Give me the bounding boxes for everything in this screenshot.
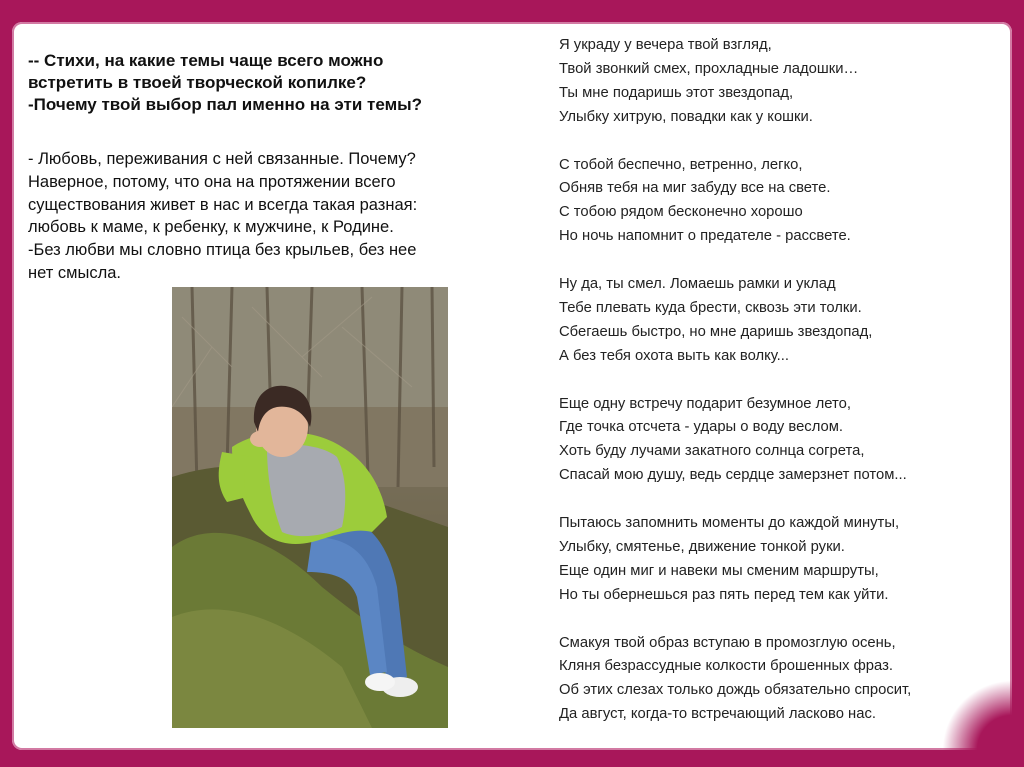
poem-line: Где точка отсчета - удары о воду веслом. bbox=[559, 419, 844, 436]
question-line: -- Стихи, на какие темы чаще всего можно bbox=[28, 51, 384, 70]
poem-line: Тебе плевать куда брести, сквозь эти толки. bbox=[559, 299, 862, 316]
poem-stanza bbox=[559, 154, 999, 250]
poem-line: С тобой беспечно, ветренно, легко, bbox=[559, 156, 803, 173]
poem-line: Хоть буду лучами закатного солнца согрета, bbox=[559, 443, 865, 460]
question-line: встретить в твоей творческой копилке? bbox=[28, 73, 367, 92]
answer-line: -Без любви мы словно птица без крыльев, без нее bbox=[28, 241, 417, 260]
poem-line: Об этих слезах только дождь обязательно спросит, bbox=[559, 682, 912, 699]
poem-line: Ты мне подаришь этот звездопад, bbox=[559, 84, 794, 101]
poem-line: Еще один миг и навеки мы сменим маршруты, bbox=[559, 562, 879, 579]
answer-line: - Любовь, переживания с ней связанные. Почему? bbox=[28, 150, 416, 168]
answer-line: существования живет в нас и всегда такая разная: bbox=[28, 195, 418, 214]
poem-line: Но ты обернешься раз пять перед тем как уйти. bbox=[559, 586, 889, 603]
poem-line: Ну да, ты смел. Ломаешь рамки и уклад bbox=[559, 276, 836, 293]
poem-line: С тобою рядом бесконечно хорошо bbox=[559, 204, 803, 221]
poem-line: Я украду у вечера твой взгляд, bbox=[559, 37, 772, 53]
poem-line: Обняв тебя на миг забуду все на свете. bbox=[559, 180, 831, 197]
answer-line: любовь к маме, к ребенку, к мужчине, к Родине. bbox=[28, 218, 394, 237]
author-photo bbox=[172, 287, 448, 728]
poem-line: Улыбку, смятенье, движение тонкой руки. bbox=[559, 538, 845, 555]
poem-line: Еще одну встречу подарит безумное лето, bbox=[559, 395, 851, 412]
poem-stanza bbox=[559, 273, 999, 369]
poem-line: Пытаюсь запомнить моменты до каждой минуты, bbox=[559, 515, 900, 532]
answer-line: нет смысла. bbox=[28, 263, 121, 282]
poem-stanza bbox=[559, 512, 999, 608]
poem-stanza bbox=[559, 393, 999, 489]
poem-line: Но ночь напомнит о предателе - рассвете. bbox=[559, 228, 851, 245]
question-line: -Почему твой выбор пал именно на эти темы? bbox=[28, 95, 423, 114]
poem-line: Да август, когда-то встречающий ласково нас. bbox=[559, 706, 876, 723]
answer-line: Наверное, потому, что она на протяжении всего bbox=[28, 172, 396, 191]
poem-line: Сбегаешь быстро, но мне даришь звездопад, bbox=[559, 323, 873, 340]
poem-line: Улыбку хитрую, повадки как у кошки. bbox=[559, 108, 813, 125]
poem-line: А без тебя охота выть как волку... bbox=[559, 347, 790, 364]
interview-questions bbox=[28, 50, 508, 116]
poem-stanza bbox=[559, 632, 999, 728]
photo-illustration bbox=[172, 287, 448, 728]
poem-stanza bbox=[559, 34, 999, 130]
poem-line: Кляня безрассудные колкости брошенных фраз. bbox=[559, 658, 893, 675]
poem-line: Спасай мою душу, ведь сердце замерзнет потом... bbox=[559, 467, 907, 484]
poem bbox=[559, 34, 999, 751]
poem-line: Твой звонкий смех, прохладные ладошки… bbox=[559, 60, 859, 77]
poem-line: Смакуя твой образ вступаю в промозглую осень, bbox=[559, 634, 896, 651]
interview-answer bbox=[28, 148, 518, 285]
